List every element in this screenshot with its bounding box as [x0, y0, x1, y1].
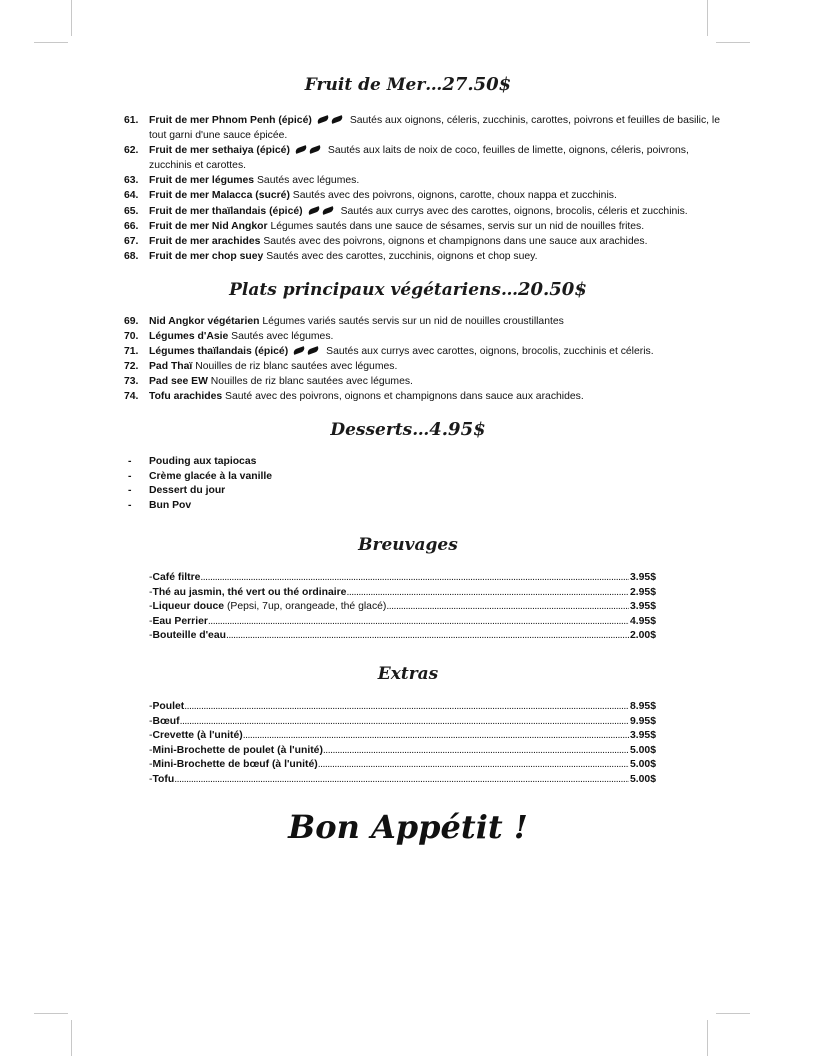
bullet-dash: - [128, 485, 132, 497]
item-price: 5.00$ [629, 759, 656, 771]
item-number: 73. [124, 376, 139, 388]
item-number: 68. [124, 250, 139, 262]
section-price: 27.50$ [442, 74, 512, 95]
item-description: Sauté avec des poivrons, oignons et champignons dans sauce aux arachides. [225, 391, 584, 403]
chili-pepper-icon [294, 146, 307, 155]
item-number: 64. [124, 190, 139, 202]
chili-pepper-icon [307, 204, 335, 219]
vegetarian-section-title [0, 279, 816, 300]
item-number: 71. [124, 346, 139, 358]
section-title-text: Breuvages [358, 535, 458, 555]
item-number: 70. [124, 331, 139, 343]
section-title-text: Desserts… [330, 420, 430, 440]
item-price: 3.95$ [629, 730, 656, 742]
item-name-text: Bouteille d'eau [152, 630, 226, 642]
extras-section-title [0, 664, 816, 684]
item-name: Dessert du jour [149, 485, 226, 497]
dessert-item [124, 455, 724, 470]
item-description: Sautés aux oignons, céleris, zucchinis, carottes, poivrons et feuilles de basilic, le tout garni d'une sauce épicée. [149, 115, 721, 142]
priced-item [124, 758, 656, 773]
dot-leader [226, 629, 629, 644]
item-name: Fruit de mer Nid Angkor [149, 220, 268, 232]
item-description: Nouilles de riz blanc sautées avec légumes. [195, 361, 398, 373]
item-name-text: Liqueur douce [152, 601, 225, 613]
menu-item [124, 359, 724, 374]
section-price: 4.95$ [429, 419, 486, 440]
item-number: 66. [124, 220, 139, 232]
drinks-section-title [0, 535, 816, 555]
chili-pepper-icon [321, 206, 334, 215]
item-name: Pad Thaï [149, 361, 193, 373]
item-name [152, 758, 317, 773]
item-name: Fruit de mer arachides [149, 235, 261, 247]
section-price: 20.50$ [517, 279, 587, 300]
dot-leader [180, 715, 629, 730]
item-name: Pouding aux tapiocas [149, 456, 257, 467]
item-price: 8.95$ [629, 701, 656, 712]
item-price: 9.95$ [629, 715, 656, 727]
menu-item [124, 314, 724, 329]
menu-item [124, 329, 724, 344]
menu-item [124, 249, 724, 264]
priced-item [124, 773, 656, 788]
item-description: Nouilles de riz blanc sautées avec légumes. [210, 376, 413, 388]
chili-pepper-icon [307, 206, 320, 215]
bullet-dash: - [149, 744, 153, 756]
bullet-dash: - [149, 715, 153, 727]
item-name-text: Bœuf [152, 715, 180, 727]
crop-mark [716, 1013, 750, 1014]
item-description: Sautés avec des poivrons, oignons et champignons dans une sauce aux arachides. [263, 235, 648, 247]
item-name [152, 586, 346, 601]
item-name: Bun Pov [149, 499, 192, 511]
dot-leader [318, 758, 629, 773]
chili-pepper-icon [293, 347, 306, 356]
dot-leader [323, 744, 629, 759]
vegetarian-list [124, 314, 724, 405]
section-title-text: Fruit de Mer… [304, 75, 443, 95]
dessert-item [124, 499, 724, 514]
crop-mark [71, 0, 72, 36]
menu-item [124, 143, 724, 173]
section-title-text: Plats principaux végétariens… [229, 280, 518, 300]
item-detail: (Pepsi, 7up, orangeade, thé glacé) [224, 601, 387, 613]
crop-mark [716, 42, 750, 43]
section-title-text: Extras [377, 664, 439, 684]
item-price: 5.00$ [629, 773, 656, 785]
priced-item [124, 629, 656, 644]
extras-list [124, 700, 656, 788]
item-number: 62. [124, 145, 139, 157]
item-name [152, 629, 226, 644]
desserts-section-title [0, 419, 816, 440]
item-price: 3.95$ [629, 601, 656, 613]
item-name: Fruit de mer Malacca (sucré) [149, 190, 290, 202]
item-number: 69. [124, 316, 139, 327]
menu-item [124, 389, 724, 404]
item-name: Fruit de mer légumes [149, 175, 255, 187]
dot-leader [208, 615, 629, 630]
item-price: 5.00$ [629, 744, 656, 756]
priced-item [124, 600, 656, 615]
item-name [152, 571, 200, 586]
item-name [152, 773, 174, 788]
item-name: Tofu arachides [149, 391, 223, 403]
priced-item [124, 615, 656, 630]
crop-mark [34, 1013, 68, 1014]
menu-item [124, 113, 724, 143]
item-name: Pad see EW [149, 376, 208, 388]
priced-item [124, 571, 656, 586]
chili-pepper-icon [330, 115, 343, 124]
item-name [152, 700, 184, 715]
dessert-item [124, 470, 724, 485]
item-number: 67. [124, 235, 139, 247]
crop-mark [707, 1020, 708, 1056]
item-description: Sautés avec légumes. [231, 331, 334, 343]
item-description: Légumes variés sautés servis sur un nid de nouilles croustillantes [262, 316, 564, 327]
menu-item [124, 234, 724, 249]
item-name: Légumes d'Asie [149, 331, 229, 343]
seafood-section-title [0, 74, 816, 95]
bullet-dash: - [128, 456, 132, 467]
item-number: 72. [124, 361, 139, 373]
crop-mark [71, 1020, 72, 1056]
menu-item [124, 344, 724, 359]
item-description: Légumes sautés dans une sauce de sésames, servis sur un nid de nouilles frites. [270, 220, 645, 232]
menu-item [124, 219, 724, 234]
item-number: 65. [124, 205, 139, 217]
bullet-dash: - [149, 773, 153, 785]
item-name-text: Mini-Brochette de poulet (à l'unité) [152, 744, 323, 756]
item-name: Fruit de mer sethaiya (épicé) [149, 145, 290, 157]
dot-leader [346, 586, 629, 601]
item-name-text: Tofu [152, 773, 175, 785]
item-description: Sautés aux laits de noix de coco, feuilles de limette, oignons, céleris, poivrons, zucchinis et carottes. [149, 145, 689, 172]
chili-pepper-icon [294, 143, 322, 158]
item-description: Sautés aux currys avec des carottes, oignons, brocolis, céleris et zucchinis. [340, 205, 688, 217]
seafood-list [124, 113, 724, 264]
item-number: 74. [124, 391, 139, 403]
item-name: Nid Angkor végétarien [149, 316, 260, 327]
menu-item [124, 173, 724, 188]
crop-mark [707, 0, 708, 36]
desserts-list [124, 455, 724, 513]
crop-mark [34, 42, 68, 43]
menu-item [124, 374, 724, 389]
item-name-text: Eau Perrier [152, 615, 208, 627]
drinks-list [124, 571, 656, 644]
item-name-text: Crevette (à l'unité) [152, 730, 243, 742]
item-name [152, 600, 386, 615]
item-price: 2.00$ [629, 630, 656, 642]
priced-item [124, 715, 656, 730]
chili-pepper-icon [292, 344, 320, 359]
item-description: Sautés avec légumes. [256, 175, 360, 187]
item-number: 61. [124, 115, 139, 126]
bullet-dash: - [149, 730, 153, 742]
bullet-dash: - [149, 601, 153, 613]
item-number: 63. [124, 175, 139, 187]
bullet-dash: - [149, 572, 153, 583]
bullet-dash: - [128, 470, 132, 482]
bullet-dash: - [149, 615, 153, 627]
item-price: 3.95$ [629, 572, 656, 583]
dot-leader [174, 773, 629, 788]
item-name: Crème glacée à la vanille [149, 470, 273, 482]
item-name-text: Thé au jasmin, thé vert ou thé ordinaire [152, 586, 347, 598]
item-name [152, 729, 242, 744]
dot-leader [243, 729, 629, 744]
item-price: 2.95$ [629, 586, 656, 598]
priced-item [124, 729, 656, 744]
priced-item [124, 744, 656, 759]
item-description: Sautés avec des poivrons, oignons, carotte, choux nappa et zucchinis. [292, 190, 617, 202]
item-name: Légumes thaïlandais (épicé) [149, 346, 289, 358]
menu-item [124, 204, 724, 219]
closing-greeting: Bon Appétit ! [288, 808, 528, 846]
chili-pepper-icon [316, 113, 344, 128]
bullet-dash: - [149, 630, 153, 642]
chili-pepper-icon [316, 115, 329, 124]
chili-pepper-icon [307, 347, 320, 356]
item-description: Sautés aux currys avec carottes, oignons, brocolis, zucchinis et céleris. [326, 346, 654, 358]
item-name: Fruit de mer thaïlandais (épicé) [149, 205, 303, 217]
chili-pepper-icon [308, 146, 321, 155]
item-price: 4.95$ [629, 615, 656, 627]
item-name [152, 615, 207, 630]
item-name-text: Café filtre [152, 572, 201, 583]
item-name [152, 744, 322, 759]
bullet-dash: - [149, 701, 153, 712]
bullet-dash: - [149, 586, 153, 598]
item-name-text: Poulet [152, 701, 185, 712]
dot-leader [184, 700, 629, 715]
dessert-item [124, 484, 724, 499]
priced-item [124, 586, 656, 601]
item-name [152, 715, 179, 730]
dot-leader [386, 600, 629, 615]
dot-leader [200, 571, 629, 586]
menu-item [124, 188, 724, 203]
priced-item [124, 700, 656, 715]
item-name: Fruit de mer Phnom Penh (épicé) [149, 115, 312, 126]
item-name-text: Mini-Brochette de bœuf (à l'unité) [152, 759, 318, 771]
bullet-dash: - [149, 759, 153, 771]
item-name: Fruit de mer chop suey [149, 250, 264, 262]
item-description: Sautés avec des carottes, zucchinis, oignons et chop suey. [266, 250, 538, 262]
bullet-dash: - [128, 499, 132, 511]
